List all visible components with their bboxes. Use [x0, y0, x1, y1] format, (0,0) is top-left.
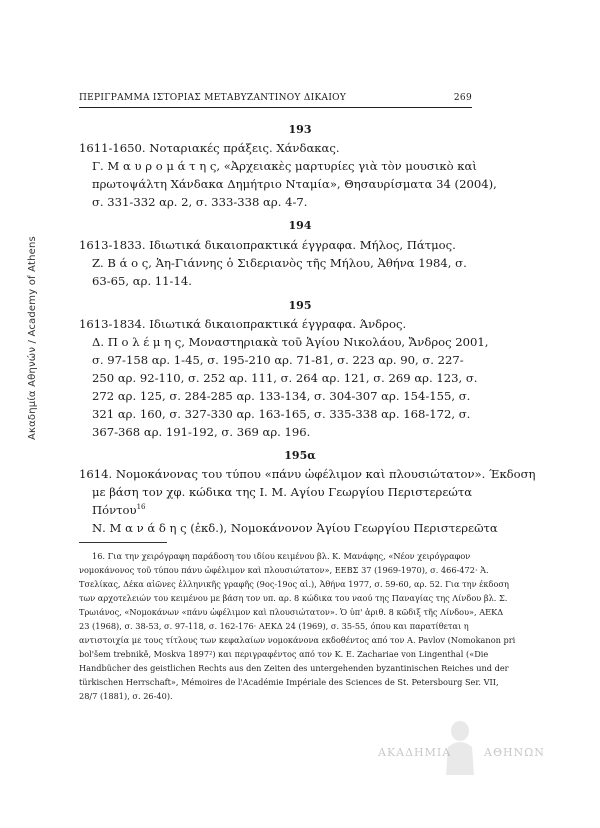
- footnote-ref: 16: [136, 503, 146, 512]
- footnote-rule: [79, 542, 167, 543]
- entry-heading-cont: [92, 503, 146, 517]
- footnote-line: νομοκάνονος τοῦ τύπου πάνυ ὠφέλιμον καὶ πλουσιώτατον», ΕΕΒΣ 37 (1969-1970), σ. 466-472· Ἀ.: [79, 565, 489, 575]
- citation-line: Ζ. Β ά ο ς, Ἁη-Γιάννης ὁ Σιδεριανὸς τῆς Μήλου, Ἀθήνα 1984, σ.: [92, 256, 467, 270]
- side-watermark: Ακαδημία Αθηνών / Academy of Athens: [27, 236, 38, 440]
- academy-seal-icon: [438, 717, 482, 777]
- footnote-line: των αρχοτελειών του κειμένου με βάση τον υπ. αρ. 8 κώδικα του ναού της Παναγίας της Λίνδου βλ. Σ.: [79, 593, 508, 603]
- footnote-line: αντιστοιχία με τους τίτλους των κεφαλαίων νομοκάνονα εκδοθέντος από τον A. Pavlov (Nomokanon pri: [79, 635, 516, 645]
- citation-line: 367-368 αρ. 191-192, σ. 369 αρ. 196.: [92, 425, 311, 439]
- watermark-academy-text: ΑΚΑΔΗΜΙΑ: [378, 746, 452, 759]
- entry-number: 195α: [284, 449, 316, 462]
- footnote-line: Τρωιάνος, «Νομοκάνων «πάνυ ὠφέλιμον καὶ πλουσιώτατον». Ὁ ὑπ' ἀριθ. 8 κῶδιξ τῆς Λίνδου», ΑΕΚΔ: [79, 607, 504, 617]
- citation-line: πρωτοψάλτη Χάνδακα Δημήτριο Νταμία», Θησαυρίσματα 34 (2004),: [92, 177, 497, 191]
- entry-number: 193: [288, 123, 312, 136]
- footnote-line: Τσελίκας, Δέκα αἰῶνες ἑλληνικῆς γραφῆς (9ος-19ος αἰ.), Ἀθήνα 1977, σ. 59-60, αρ. 52. Για την έκδοση: [79, 579, 509, 589]
- footnote-line: türkischen Herrschaft», Mémoires de l'Académie Impériale des Sciences de St. Petersbourg Ser. VII,: [79, 677, 499, 687]
- citation-line: 321 αρ. 160, σ. 327-330 αρ. 163-165, σ. 335-338 αρ. 168-172, σ.: [92, 407, 471, 421]
- entry-heading: 1614. Νομοκάνονας του τύπου «πάνυ ὠφέλιμον καὶ πλουσιώτατον». Έκδοση: [79, 467, 536, 481]
- footnote-line: Handbücher des geistlichen Rechts aus den Zeiten des untergehenden byzantinischen Reiches und der: [79, 663, 509, 673]
- entry-heading: 1611-1650. Νοταριακές πράξεις. Χάνδακας.: [79, 141, 340, 155]
- entry-heading: 1613-1833. Ιδιωτικά δικαιοπρακτικά έγγραφα. Μήλος, Πάτμος.: [79, 238, 456, 252]
- footnote-line: 23 (1968), σ. 38-53, σ. 97-118, σ. 162-176· ΑΕΚΔ 24 (1969), σ. 35-55, όπου και παρατίθεται η: [79, 621, 469, 631]
- entry-heading-cont: με βάση τον χφ. κώδικα της Ι. Μ. Αγίου Γεωργίου Περιστερεώτα: [92, 485, 473, 499]
- citation-line: Ν. Μ α ν ά δ η ς (ἐκδ.), Νομοκάνονον Ἁγίου Γεωργίου Περιστερεῶτα: [92, 521, 498, 535]
- running-title: ΠΕΡΙΓΡΑΜΜΑ ΙΣΤΟΡΙΑΣ ΜΕΤΑΒΥΖΑΝΤΙΝΟΥ ΔΙΚΑΙΟΥ: [79, 93, 347, 103]
- entry-heading: 1613-1834. Ιδιωτικά δικαιοπρακτικά έγγραφα. Άνδρος.: [79, 317, 407, 331]
- citation-line: 63-65, αρ. 11-14.: [92, 274, 192, 288]
- citation-line: σ. 97-158 αρ. 1-45, σ. 195-210 αρ. 71-81, σ. 223 αρ. 90, σ. 227-: [92, 353, 464, 367]
- footnote-line: 16. Για την χειρόγραφη παράδοση του ιδίου κειμένου βλ. Κ. Μανάφης, «Νέον χειρόγραφον: [92, 551, 471, 561]
- citation-line: Δ. Π ο λ έ μ η ς, Μοναστηριακὰ τοῦ Ἁγίου Νικολάου, Ἄνδρος 2001,: [92, 335, 489, 349]
- watermark-athens-text: ΑΘΗΝΩΝ: [484, 746, 545, 759]
- page-number: 269: [453, 93, 472, 103]
- entry-number: 195: [288, 299, 312, 312]
- footnote-line: 28/7 (1881), σ. 26-40).: [79, 691, 173, 701]
- heading-text: Πόντου: [92, 503, 137, 517]
- running-header: [79, 91, 472, 108]
- citation-line: 272 αρ. 125, σ. 284-285 αρ. 133-134, σ. 304-307 αρ. 154-155, σ.: [92, 389, 471, 403]
- citation-line: σ. 331-332 αρ. 2, σ. 333-338 αρ. 4-7.: [92, 195, 308, 209]
- footnote-line: bol'šem trebnikě, Moskva 1897²) και περιγραφέντος από τον K. E. Zachariae von Lingenthal («Die: [79, 649, 489, 659]
- citation-line: Γ. Μ α υ ρ ο μ ά τ η ς, «Ἀρχειακὲς μαρτυρίες γιὰ τὸν μουσικὸ καὶ: [92, 159, 477, 173]
- entry-number: 194: [288, 219, 312, 232]
- citation-line: 250 αρ. 92-110, σ. 252 αρ. 111, σ. 264 αρ. 121, σ. 269 αρ. 123, σ.: [92, 371, 478, 385]
